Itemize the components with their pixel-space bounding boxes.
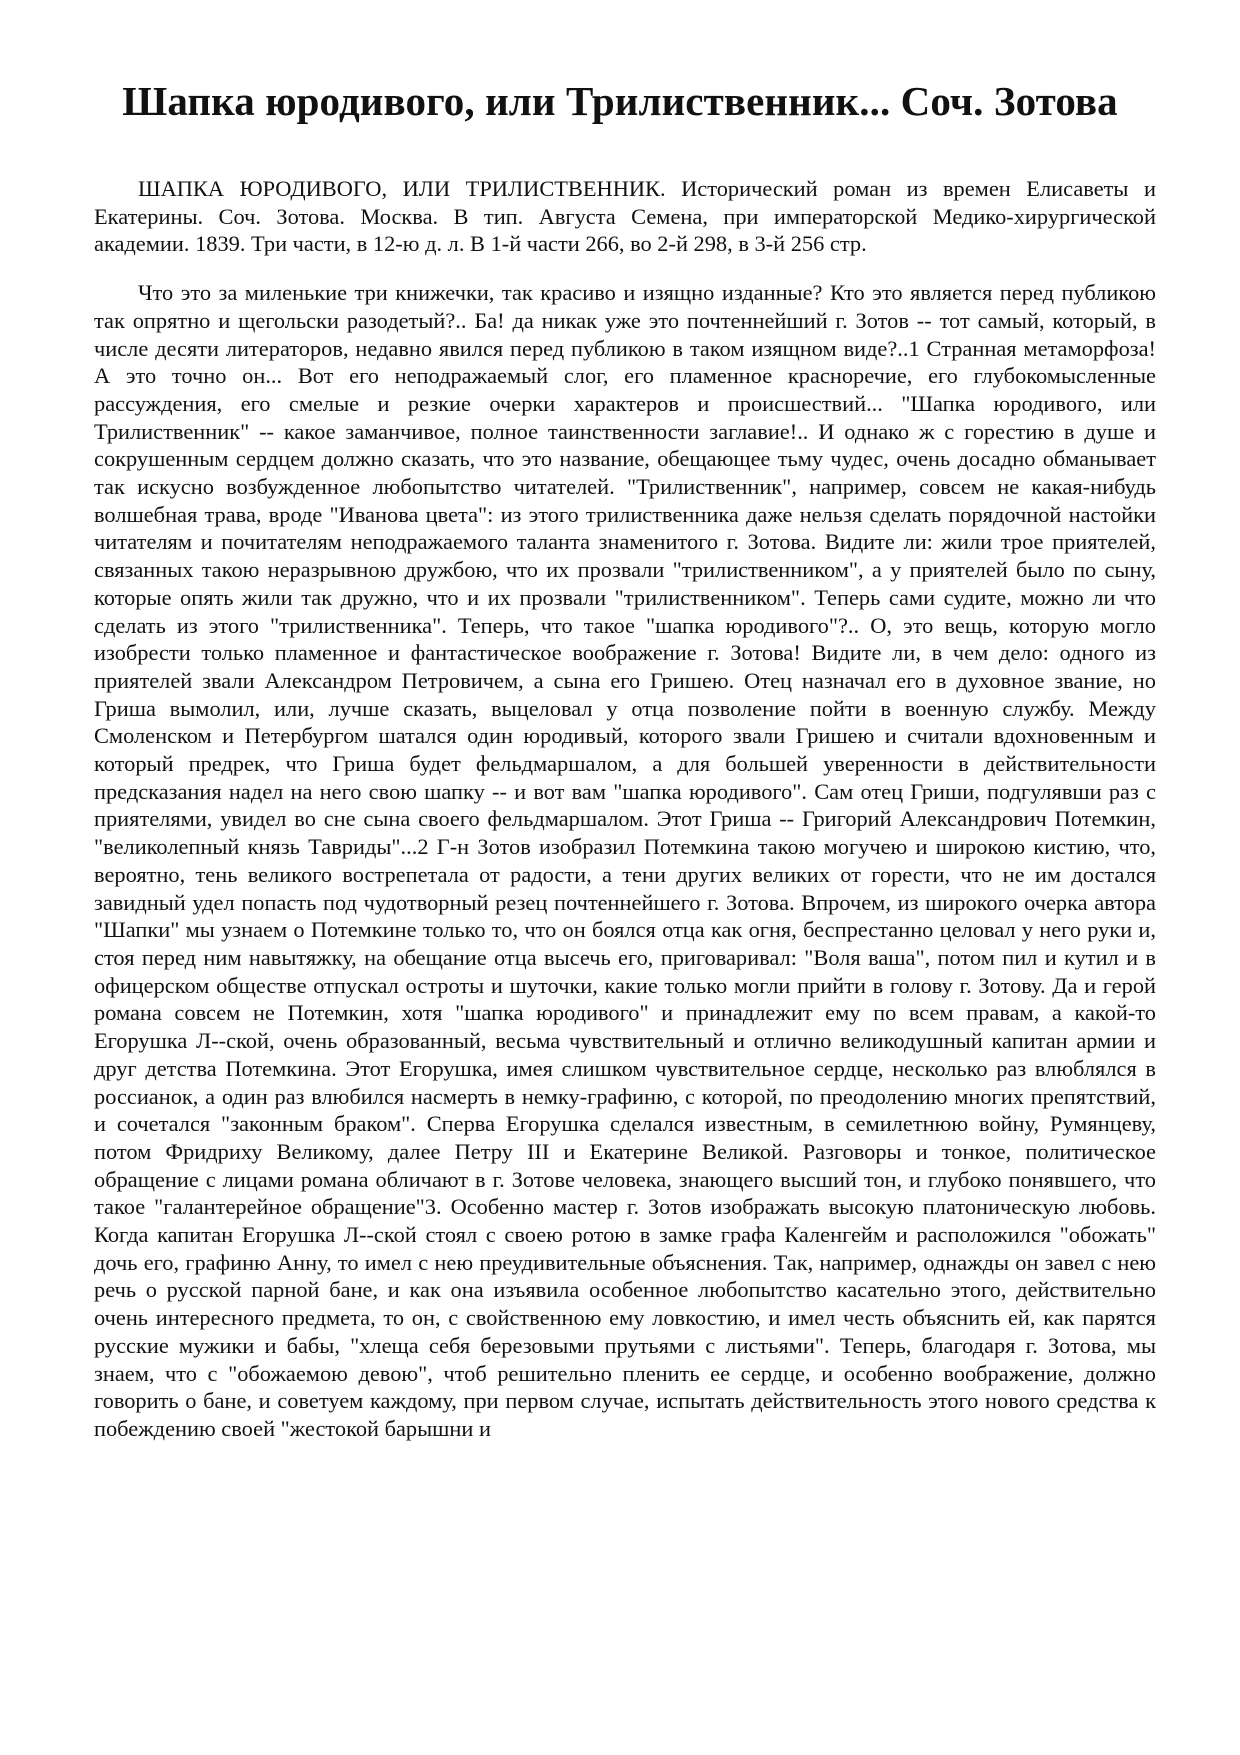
document-body (94, 175, 1156, 1443)
bibliographic-paragraph: ШАПКА ЮРОДИВОГО, ИЛИ ТРИЛИСТВЕННИК. Исторический роман из времен Елисаветы и Екатерины. Соч. Зотова. Москва. В тип. Августа Семена, при императорской Медико-хирургической академии. 1839. Три части, в 12-ю д. л. В 1-й части 266, во 2-й 298, в 3-й 256 стр. (94, 176, 1156, 257)
review-paragraph: Что это за миленькие три книжечки, так красиво и изящно изданные? Кто это является перед публикою так опрятно и щегольски разодетый?.. Ба! да никак уже это почтеннейший г. Зотов -- тот самый, который, в числе десяти литераторов, недавно явился перед публикою в таком изящном виде?..1 Странная метаморфоза! А это точно он... Вот его неподражаемый слог, его пламенное красноречие, его глубокомысленные рассуждения, его смелые и резкие очерки характеров и происшествий... "Шапка юродивого, или Трилиственник" -- какое заманчивое, полное таинственности заглавие!.. И однако ж с горестию в душе и сокрушенным сердцем должно сказать, что это название, обещающее тьму чудес, очень досадно обманывает так искусно возбужденное любопытство читателей. "Трилиственник", например, совсем не какая-нибудь волшебная трава, вроде "Иванова цвета": из этого трилиственника даже нельзя сделать порядочной настойки читателям и почитателям неподражаемого таланта знаменитого г. Зотова. Видите ли: жили трое приятелей, связанных такою неразрывною дружбою, что их прозвали "трилиственником", а у приятелей было по сыну, которые опять жили так дружно, что и их прозвали "трилиственником". Теперь сами судите, можно ли что сделать из этого "трилиственника". Теперь, что такое "шапка юродивого"?.. О, это вещь, которую могло изобрести только пламенное и фантастическое воображение г. Зотова! Видите ли, в чем дело: одного из приятелей звали Александром Петровичем, а сына его Гришею. Отец назначал его в духовное звание, но Гриша вымолил, или, лучше сказать, выцеловал у отца позволение пойти в военную службу. Между Смоленском и Петербургом шатался один юродивый, которого звали Гришею и считали вдохновенным и который предрек, что Гриша будет фельдмаршалом, а для большей уверенности в действительности предсказания надел на него свою шапку -- и вот вам "шапка юродивого". Сам отец Гриши, подгулявши раз с приятелями, увидел во сне сына своего фельдмаршалом. Этот Гриша -- Григорий Александрович Потемкин, "великолепный князь Тавриды"...2 Г-н Зотов изобразил Потемкина такою могучею и широкою кистию, что, вероятно, тень великого вострепетала от радости, а тени других великих от горести, что не им достался завидный удел попасть под чудотворный резец почтеннейшего г. Зотова. Впрочем, из широкого очерка автора "Шапки" мы узнаем о Потемкине только то, что он боялся отца как огня, беспрестанно целовал у него руки и, стоя перед ним навытяжку, на обещание отца высечь его, приговаривал: "Воля ваша", потом пил и кутил и в офицерском обществе отпускал остроты и шуточки, какие только могли прийти в голову г. Зотову. Да и герой романа совсем не Потемкин, хотя "шапка юродивого" и принадлежит ему по всем правам, а какой-то Егорушка Л--ской, очень образованный, весьма чувствительный и отлично великодушный капитан армии и друг детства Потемкина. Этот Егорушка, имея слишком чувствительное сердце, несколько раз влюблялся в россианок, а один раз влюбился насмерть в немку-графиню, с которой, по преодолению многих препятствий, и сочетался "законным браком". Сперва Егорушка сделался известным, в семилетнюю войну, Румянцеву, потом Фридриху Великому, далее Петру III и Екатерине Великой. Разговоры и тонкое, политическое обращение с лицами романа обличают в г. Зотове человека, знающего высший тон, и глубоко понявшего, что такое "галантерейное обращение"3. Особенно мастер г. Зотов изображать высокую платоническую любовь. Когда капитан Егорушка Л--ской стоял с своею ротою в замке графа Каленгейм и расположился "обожать" дочь его, графиню Анну, то имел с нею преудивительные объяснения. Так, например, однажды он завел с нею речь о русской парной бане, и как она изъявила особенное любопытство касательно этого, действительно очень интересного предмета, то он, с свойственною ему ловкостию, и имел честь объяснить ей, как парятся русские мужики и бабы, "хлеща себя березовыми прутьями с листьями". Теперь, благодаря г. Зотова, мы знаем, что с "обожаемою девою", чтоб решительно пленить ее сердце, и особенно воображение, должно говорить о бане, и советуем каждому, при первом случае, испытать действительность этого нового средства к побеждению своей "жестокой барышни и (94, 280, 1156, 1441)
document-title: Шапка юродивого, или Трилиственник... Соч. Зотова (122, 78, 1118, 124)
